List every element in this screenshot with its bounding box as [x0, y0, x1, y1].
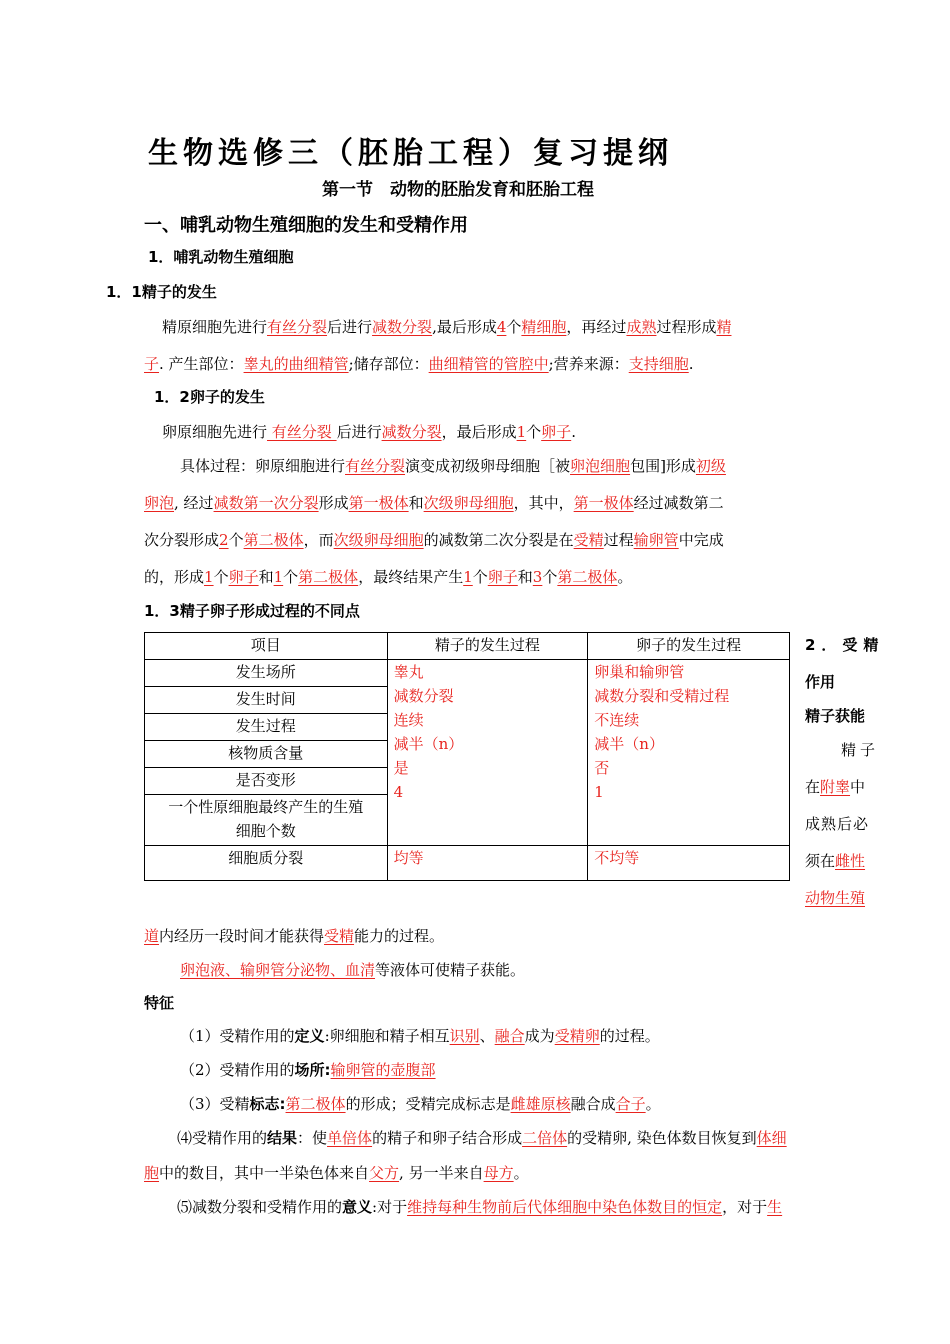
table-header: 精子的发生过程 — [387, 633, 588, 660]
table-value: 是 — [393, 759, 409, 777]
feature-4-line-1: ⑷受精作用的结果：使单倍体的精子和卵子结合形成二倍体的受精卵, 染色体数目恢复到体细 — [177, 1129, 787, 1147]
table-value: 4 — [393, 783, 404, 801]
table-value: 不连续 — [594, 711, 640, 729]
feature-4-line-2: 胞中的数目，其中一半染色体来自父方, 另一半来自母方。 — [144, 1164, 529, 1182]
table-cell: 是否变形 — [145, 768, 388, 795]
table-value: 睾丸 — [393, 663, 424, 681]
egg-line-3: 卵泡, 经过减数第一次分裂形成第一极体和次级卵母细胞，其中，第一极体经过减数第二 — [144, 494, 724, 512]
feature-5: ⑸减数分裂和受精作用的意义:对于维持每种生物前后代体细胞中染色体数目的恒定，对于生 — [177, 1198, 783, 1216]
feature-heading: 特征 — [144, 994, 175, 1012]
table-cell: 核物质含量 — [145, 741, 388, 768]
table-row — [145, 660, 790, 687]
heading-1-1-3: 1．3精子卵子形成过程的不同点 — [144, 602, 360, 620]
table-value: 减数分裂和受精过程 — [594, 687, 730, 705]
sperm-line-1: 精原细胞先进行有丝分裂后进行减数分裂,最后形成4个精细胞，再经过成熟过程形成精 — [162, 318, 732, 336]
table-header: 项目 — [145, 633, 388, 660]
side-subheading: 精子获能 — [805, 707, 866, 725]
side-text: 动物生殖 — [805, 889, 866, 907]
section-heading: 第一节 动物的胚胎发育和胚胎工程 — [322, 180, 594, 200]
table-value: 减数分裂 — [393, 687, 454, 705]
table-value: 连续 — [393, 711, 424, 729]
feature-2: （2）受精作用的场所:输卵管的壶腹部 — [180, 1061, 436, 1079]
table-cell: 均等 — [387, 846, 588, 881]
table-cell: 发生场所 — [145, 660, 388, 687]
capacitation-line-2: 卵泡液、输卵管分泌物、血清等液体可使精子获能。 — [180, 961, 526, 979]
egg-line-5: 的，形成1个卵子和1个第二极体，最终结果产生1个卵子和3个第二极体。 — [144, 568, 633, 586]
document-title: 生物选修三（胚胎工程）复习提纲 — [148, 136, 673, 171]
table-cell: 一个性原细胞最终产生的生殖 细胞个数 — [145, 795, 388, 846]
table-value: 减半（n） — [594, 735, 664, 753]
table-value: 减半（n） — [393, 735, 464, 753]
heading-1: 一、哺乳动物生殖细胞的发生和受精作用 — [144, 215, 468, 236]
table-cell: 不均等 — [588, 846, 790, 881]
comparison-table — [144, 632, 790, 881]
side-text: 精子 — [841, 741, 880, 759]
sperm-values-cell — [387, 660, 588, 846]
table-header: 卵子的发生过程 — [588, 633, 790, 660]
egg-line-1: 卵原细胞先进行 有丝分裂 后进行减数分裂，最后形成1个卵子. — [162, 423, 576, 441]
table-row — [145, 846, 790, 881]
table-header-row — [145, 633, 790, 660]
side-text: 在附睾中 — [805, 778, 866, 796]
heading-1-1: 1．哺乳动物生殖细胞 — [148, 248, 294, 266]
egg-line-4: 次分裂形成2个第二极体，而次级卵母细胞的减数第二次分裂是在受精过程输卵管中完成 — [144, 531, 724, 549]
side-heading-2: 2．受精 — [805, 636, 885, 654]
feature-3: （3）受精标志:第二极体的形成；受精完成标志是雌雄原核融合成合子。 — [180, 1095, 661, 1113]
table-value: 1 — [594, 783, 604, 801]
heading-1-1-2: 1．2卵子的发生 — [154, 388, 265, 406]
table-cell: 细胞质分裂 — [145, 846, 388, 881]
capacitation-line-1: 道内经历一段时间才能获得受精能力的过程。 — [144, 927, 445, 945]
feature-1: （1）受精作用的定义:卵细胞和精子相互识别、融合成为受精卵的过程。 — [180, 1027, 660, 1045]
egg-line-2: 具体过程：卵原细胞进行有丝分裂演变成初级卵母细胞［被卵泡细胞包围]形成初级 — [180, 457, 726, 475]
egg-values-cell — [588, 660, 790, 846]
sperm-line-2: 子. 产生部位：睾丸的曲细精管;储存部位：曲细精管的管腔中;营养来源：支持细胞. — [144, 355, 694, 373]
table-value: 否 — [594, 759, 610, 777]
heading-1-1-1: 1．1精子的发生 — [106, 283, 217, 301]
side-text: 成熟后必 — [805, 815, 870, 833]
side-heading-2-cont: 作用 — [805, 673, 836, 691]
table-cell: 发生时间 — [145, 687, 388, 714]
table-cell: 发生过程 — [145, 714, 388, 741]
table-value: 卵巢和输卵管 — [594, 663, 685, 681]
side-text: 须在雌性 — [805, 852, 866, 870]
